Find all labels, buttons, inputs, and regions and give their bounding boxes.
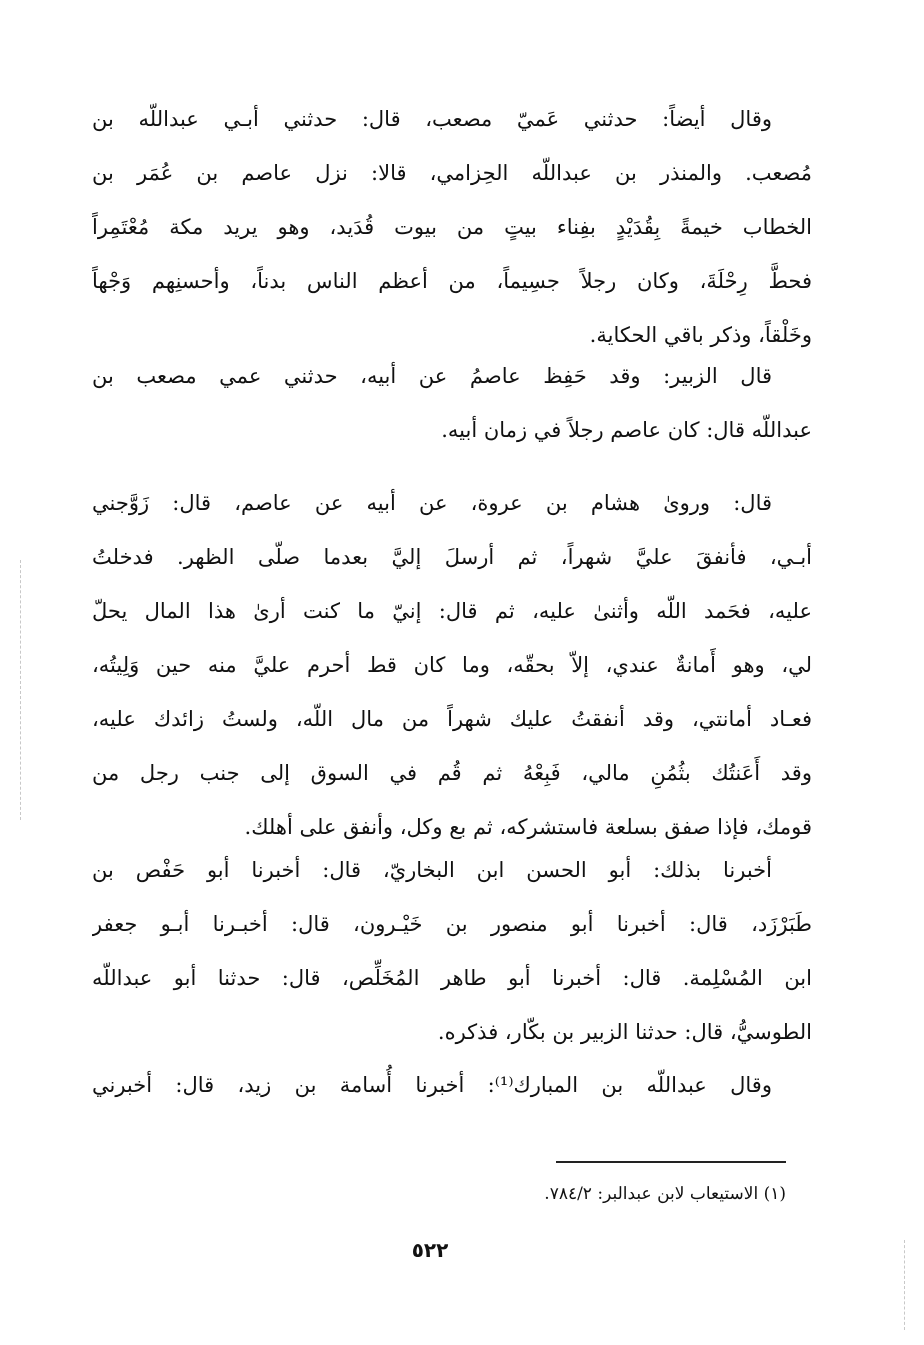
page-number: ٥٢٢ (411, 1238, 449, 1262)
text-line: وخَلْقاً، وذكر باقي الحكاية. (589, 323, 812, 347)
text-line: فعـاد أمانتي، وقد أنفقتُ عليك شهراً من مال اللّه، ولستُ زائدك عليه، (92, 707, 812, 731)
text-line: عبداللّه قال: كان عاصم رجلاً في زمان أبيه. (441, 418, 812, 442)
paragraph-5 (92, 1058, 812, 1112)
text-line: وقال أيضاً: حدثني عَميّ مصعب، قال: حدثني أبـي عبداللّه بن (92, 107, 772, 131)
footnote-divider (556, 1161, 786, 1163)
scan-margin-line (20, 560, 21, 820)
paragraph-2 (92, 349, 812, 457)
paragraph-4 (92, 843, 812, 1059)
text-line: وقال عبداللّه بن المبارك⁽¹⁾: أخبرنا أُسامة بن زيد، قال: أخبرني (92, 1073, 772, 1097)
text-line: فحطَّ رِحْلَةَ، وكان رجلاً جسِيماً، من أعظم الناس بدناً، وأحسنِهم وَجْهاً (92, 269, 812, 293)
text-line: وقد أَعَنتُك بثُمُنِ مالي، فَبِعْهُ ثم قُم في السوق إلى جنب رجل من (92, 761, 812, 785)
text-line: لي، وهو أَمانةٌ عندي، إلاّ بحقّه، وما كان قط أحرم عليَّ منه حين وَلِيتُه، (92, 653, 812, 677)
text-line: طَبَرْزَد، قال: أخبرنا أبو منصور بن خَيْـرون، قال: أخبـرنا أبـو جعفر (92, 912, 812, 936)
text-line: قال الزبير: وقد حَفِظ عاصمُ عن أبيه، حدثني عمي مصعب بن (92, 364, 772, 388)
text-line: قال: وروىٰ هشام بن عروة، عن أبيه عن عاصم، قال: زَوَّجني (92, 491, 772, 515)
text-line: أبـي، فأنفقَ عليَّ شهراً، ثم أرسلَ إليَّ بعدما صلّى الظهر. فدخلتُ (92, 545, 812, 569)
footnote: (١) الاستيعاب لابن عبدالبر: ٧٨٤/٢. (544, 1184, 786, 1204)
text-line: أخبرنا بذلك: أبو الحسن ابن البخاريّ، قال: أخبرنا أبو حَفْص بن (92, 858, 772, 882)
scan-margin-line (904, 1240, 905, 1330)
text-line: مُصعب. والمنذر بن عبداللّه الحِزامي، قالا: نزل عاصم بن عُمَر بن (92, 161, 812, 185)
text-line: قومك، فإذا صفق بسلعة فاستشركه، ثم بع وكل، وأنفق على أهلك. (244, 815, 812, 839)
text-line: الطوسيُّ، قال: حدثنا الزبير بن بكّار، فذكره. (437, 1020, 812, 1044)
text-line: ابن المُسْلِمة. قال: أخبرنا أبو طاهر المُخَلِّص، قال: حدثنا أبو عبداللّه (92, 966, 812, 990)
text-line: عليه، فحَمد اللّه وأثنىٰ عليه، ثم قال: إنيّ ما كنت أرىٰ هذا المال يحلّ (92, 599, 812, 623)
text-line: الخطاب خيمةً بِقُدَيْدٍ بفِناء بيتٍ من بيوت قُدَيد، وهو يريد مكة مُعْتَمِراً (92, 215, 812, 239)
paragraph-1 (92, 92, 812, 362)
paragraph-3 (92, 476, 812, 854)
